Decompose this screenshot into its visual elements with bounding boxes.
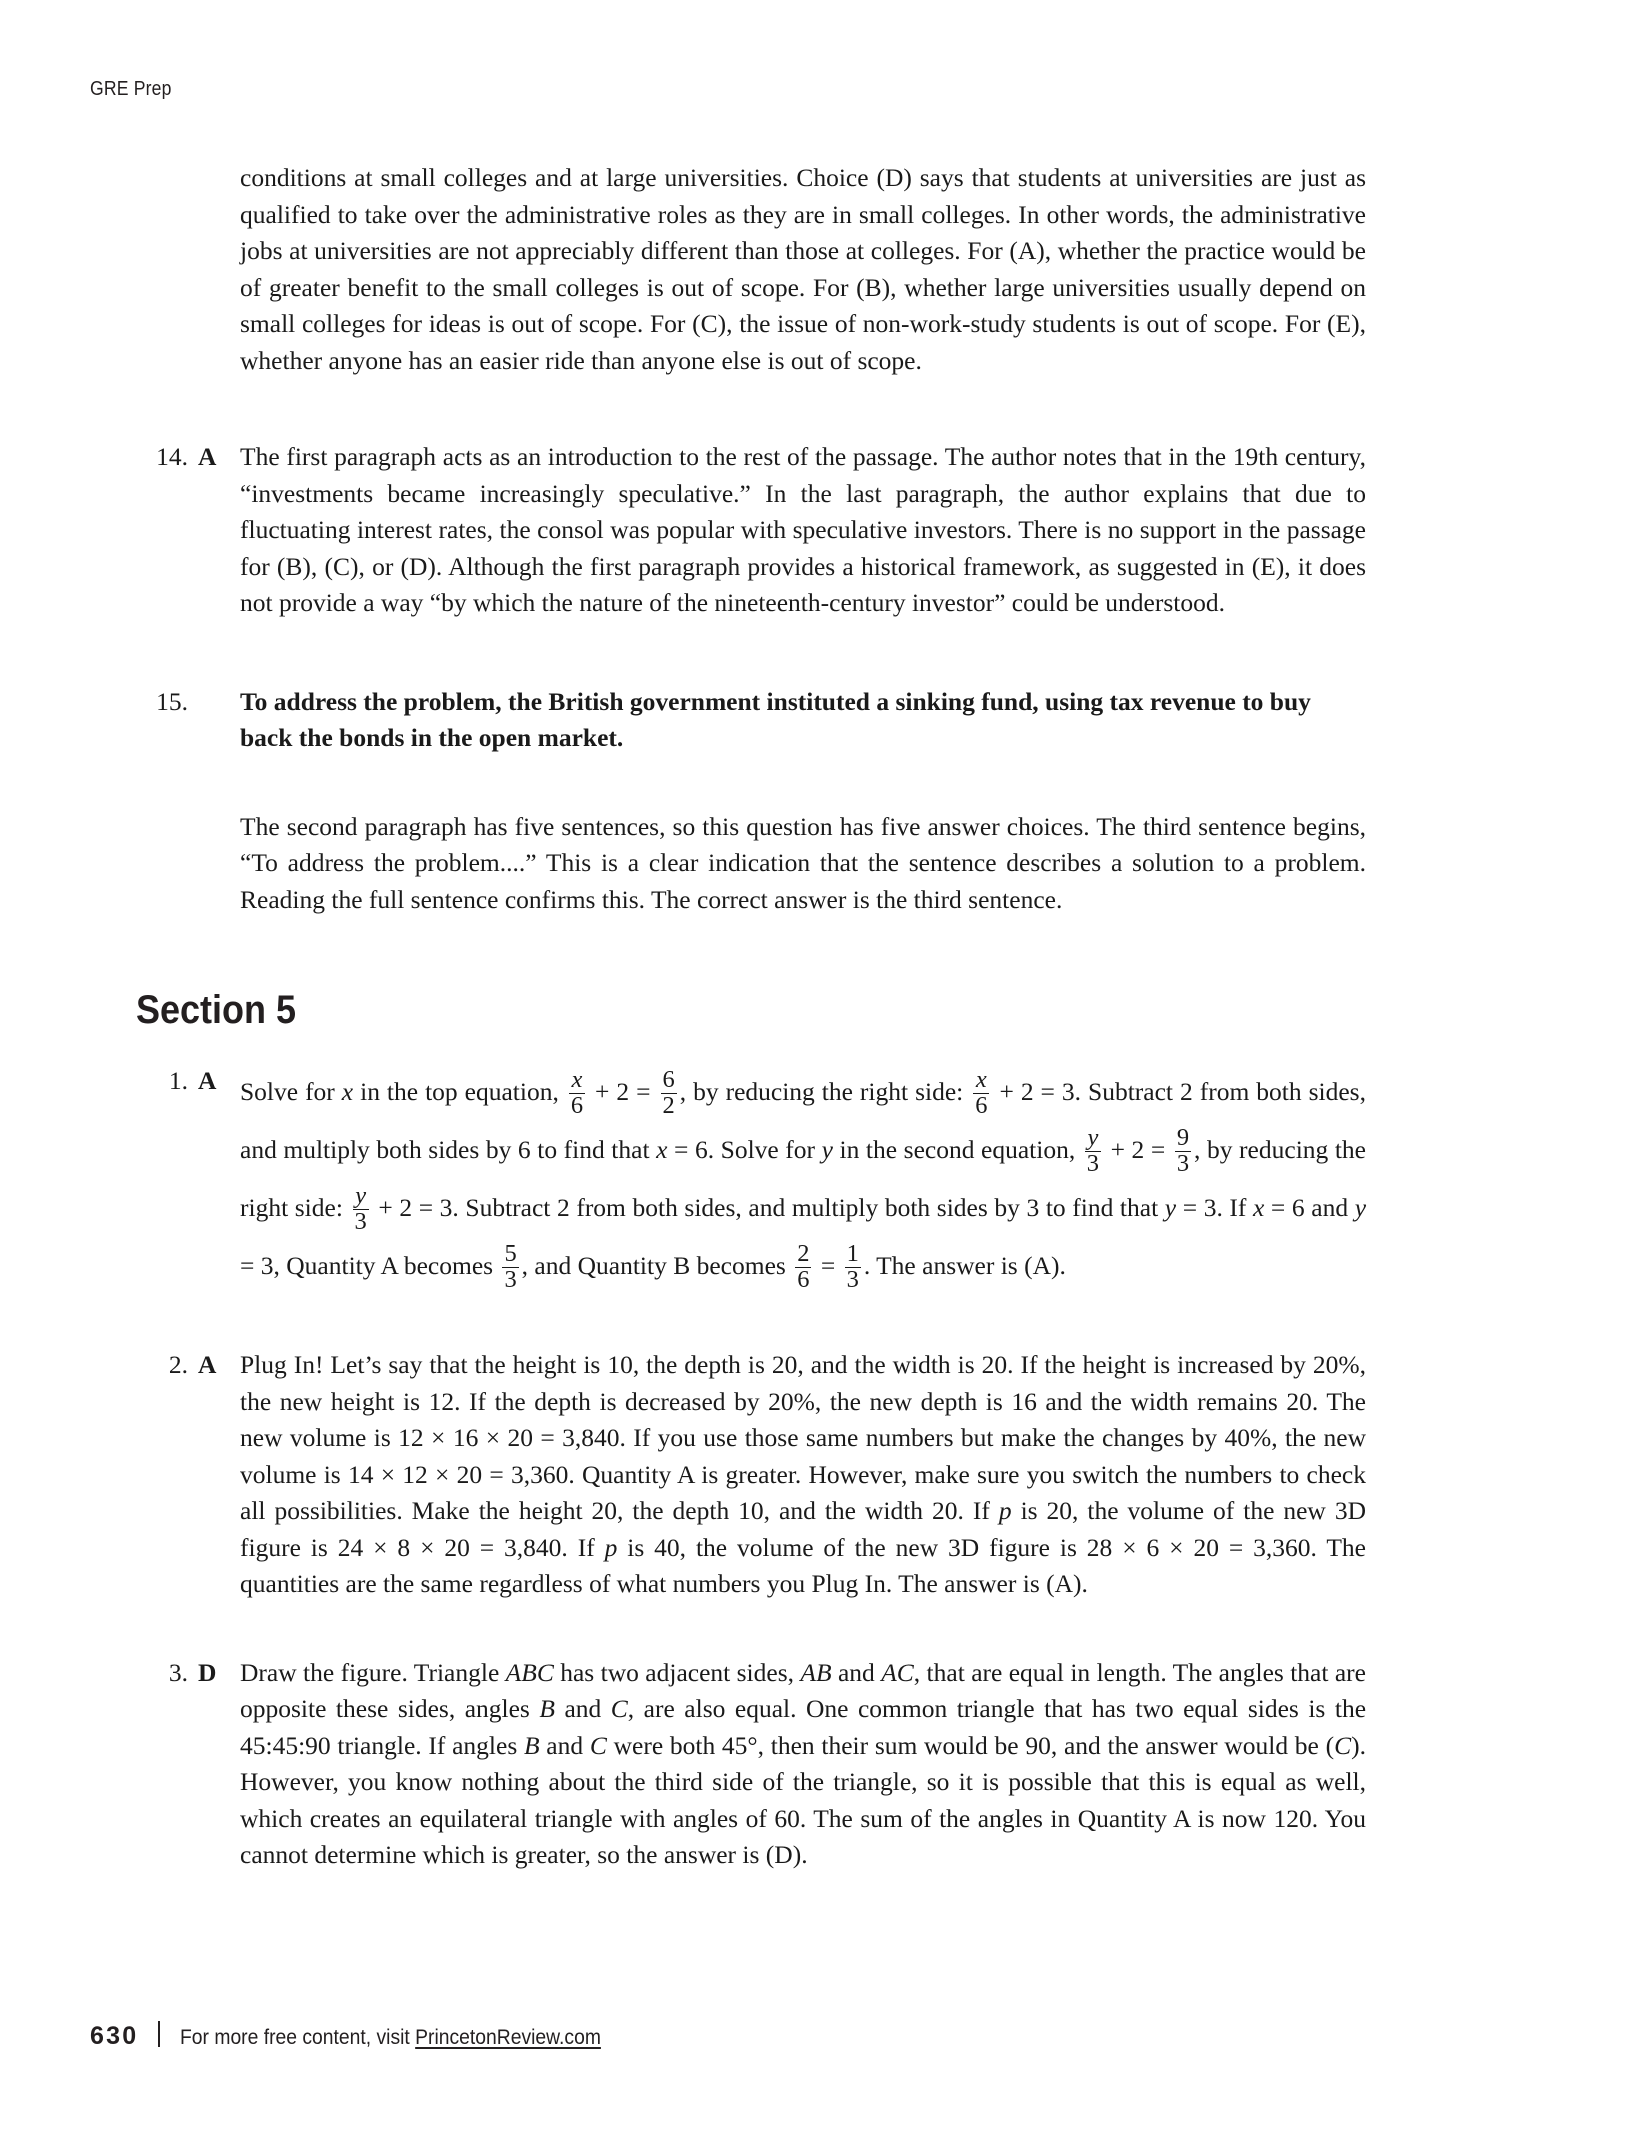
math-text: + 2 =	[1104, 1135, 1172, 1164]
math-text: = 3, Quantity A becomes	[240, 1251, 500, 1280]
math-text: = 6 and	[1264, 1193, 1355, 1222]
item-answer-letter: A	[198, 1350, 217, 1379]
item-answer-letter: D	[198, 1657, 217, 1687]
intro-paragraph: conditions at small colleges and at large universities. Choice (D) says that students at universities are just as qualified to take over the administrative roles as they are in small colleges. In other words, the administrative jobs at universities are not appreciably different than those at colleges. For (A), whether the practice would be of greater benefit to the small colleges is out of scope. For (B), whether large universities usually depend on small colleges for ideas is out of scope. For (C), the issue of non-work-study students is out of scope. For (E), whether anyone has an easier ride than anyone else is out of scope.	[240, 163, 1366, 375]
page-content	[136, 160, 1366, 1874]
fraction-denominator: 6	[975, 1091, 988, 1119]
fraction-y-over-3-second	[353, 1181, 369, 1235]
math-variable-y: y	[1354, 1193, 1367, 1222]
fraction-5-over-3	[502, 1239, 518, 1293]
fraction-numerator: 5	[504, 1239, 517, 1267]
fraction-numerator: x	[571, 1065, 583, 1093]
math-text: + 2 = 3. Subtract 2 from both sides, and multiply both sides by 3 to find that	[371, 1193, 1165, 1222]
fraction-numerator: 2	[797, 1239, 810, 1267]
page-footer	[90, 2018, 638, 2051]
math-variable-x: x	[341, 1077, 354, 1106]
item-explanation-math	[240, 1063, 1366, 1295]
math-text: in the top equation,	[353, 1077, 566, 1106]
item-number: 2.	[168, 1350, 188, 1379]
footer-tagline	[180, 2026, 601, 2050]
page-number: 630	[90, 2022, 139, 2050]
math-text: + 2 = 3. Subtract 2 from both sides, and multiply both sides by 6 to find that	[240, 1077, 1366, 1164]
math-variable-y: y	[1164, 1193, 1177, 1222]
fraction-numerator: 6	[662, 1065, 675, 1093]
math-text: . The answer is (A).	[863, 1251, 1066, 1280]
fraction-numerator: x	[975, 1065, 987, 1093]
fraction-denominator: 2	[662, 1091, 675, 1119]
fraction-numerator: 1	[846, 1239, 859, 1267]
item-explanation: The second paragraph has five sentences, so this question has five answer choices. The third sentence begins, “To address the problem....” This is a clear indication that the sentence describes a solution to a problem. Reading the full sentence confirms this. The correct answer is the third sentence.	[240, 811, 1366, 914]
item-explanation: The first paragraph acts as an introduction to the rest of the passage. The author notes that in the 19th century, “investments became increasingly speculative.” In the last paragraph, the author explains that due to fluctuating interest rates, the consol was popular with speculative investors. There is no support in the passage for (B), (C), or (D). Although the first paragraph provides a historical framework, as suggested in (E), it does not provide a way “by which the nature of the nineteenth-century investor” could be understood.	[240, 442, 1366, 617]
math-variable-x: x	[656, 1135, 668, 1164]
item-number: 14.	[156, 442, 188, 471]
fraction-denominator: 6	[570, 1091, 584, 1119]
math-text: in the second equation,	[832, 1135, 1082, 1164]
fraction-denominator: 6	[797, 1265, 810, 1293]
item-explanation: Draw the figure. Triangle ABC has two adjacent sides, AB and AC, that are equal in length. The angles that are opposite these sides, angles B and C, are also equal. One common triangle that has two equal sides is the 45:45:90 triangle. If angles B and C were both 45°, then their sum would be 90, and the answer would be (C). However, you know nothing about the third side of the triangle, so it is possible that this is equal as well, which creates an equilateral triangle with angles of 60. The sum of the angles in Quantity A is now 120. You cannot determine which is greater, so the answer is (D).	[240, 1657, 1367, 1869]
math-text: , by reducing the right side:	[679, 1077, 971, 1106]
answer-item-1	[136, 1063, 1366, 1295]
math-variable-x: x	[1253, 1193, 1265, 1222]
fraction-denominator: 3	[1086, 1149, 1100, 1177]
math-text: = 3. If	[1176, 1193, 1253, 1222]
fraction-6-over-2	[661, 1065, 677, 1119]
fraction-denominator: 3	[354, 1207, 367, 1235]
math-text: , and Quantity B becomes	[521, 1251, 793, 1280]
item-answer-letter: A	[198, 442, 217, 471]
princeton-review-link[interactable]: PrincetonReview.com	[415, 2026, 602, 2049]
fraction-denominator: 3	[846, 1265, 859, 1293]
item-number: 15.	[156, 686, 188, 716]
footer-tagline-text: For more free content, visit	[180, 2026, 416, 2049]
answer-item-2	[136, 1347, 1366, 1603]
section-heading: Section 5	[136, 988, 297, 1032]
math-text: Solve for	[240, 1077, 342, 1106]
answer-item-3	[136, 1655, 1366, 1874]
fraction-numerator: 9	[1176, 1123, 1190, 1151]
footer-divider	[158, 2021, 160, 2047]
item-number: 1.	[168, 1066, 188, 1095]
answer-item-14	[136, 439, 1366, 622]
fraction-numerator: y	[355, 1181, 367, 1209]
fraction-y-over-3	[1085, 1123, 1101, 1177]
item-body	[240, 684, 1366, 919]
fraction-9-over-3	[1175, 1123, 1191, 1177]
item-explanation: Plug In! Let’s say that the height is 10, the depth is 20, and the width is 20. If the height is increased by 20%, the new height is 12. If the depth is decreased by 20%, the new depth is 16 and the width remains 20. The new volume is 12 × 16 × 20 = 3,840. If you use those same numbers but make the changes by 40%, the new volume is 14 × 12 × 20 = 3,360. Quantity A is greater. However, make sure you switch the numbers to check all possibilities. Make the height 20, the depth 10, and the width 20. If p is 20, the volume of the new 3D figure is 24 × 8 × 20 = 3,840. If p is 40, the volume of the new 3D figure is 28 × 6 × 20 = 3,360. The quantities are the same regardless of what numbers you Plug In. The answer is (A).	[240, 1350, 1366, 1598]
fraction-x-over-6	[569, 1065, 585, 1119]
item-answer-letter: A	[198, 1066, 217, 1095]
math-text: = 6. Solve for	[667, 1135, 822, 1164]
fraction-x-over-6-second	[973, 1065, 989, 1119]
item-bold-answer-text: To address the problem, the British government instituted a sinking fund, using tax revenue to buy back the bonds in the open market.	[240, 686, 1311, 752]
running-head: GRE Prep	[90, 78, 172, 100]
fraction-denominator: 3	[504, 1265, 517, 1293]
math-text: + 2 =	[588, 1077, 658, 1106]
math-text: , by reducing the right side:	[240, 1135, 1366, 1222]
math-text: =	[814, 1251, 842, 1280]
math-variable-y: y	[821, 1135, 833, 1164]
answer-item-15	[136, 684, 1366, 919]
item-number: 3.	[168, 1657, 188, 1687]
fraction-2-over-6	[795, 1239, 811, 1293]
fraction-numerator: y	[1087, 1123, 1099, 1151]
fraction-denominator: 3	[1176, 1149, 1190, 1177]
fraction-1-over-3	[845, 1239, 861, 1293]
